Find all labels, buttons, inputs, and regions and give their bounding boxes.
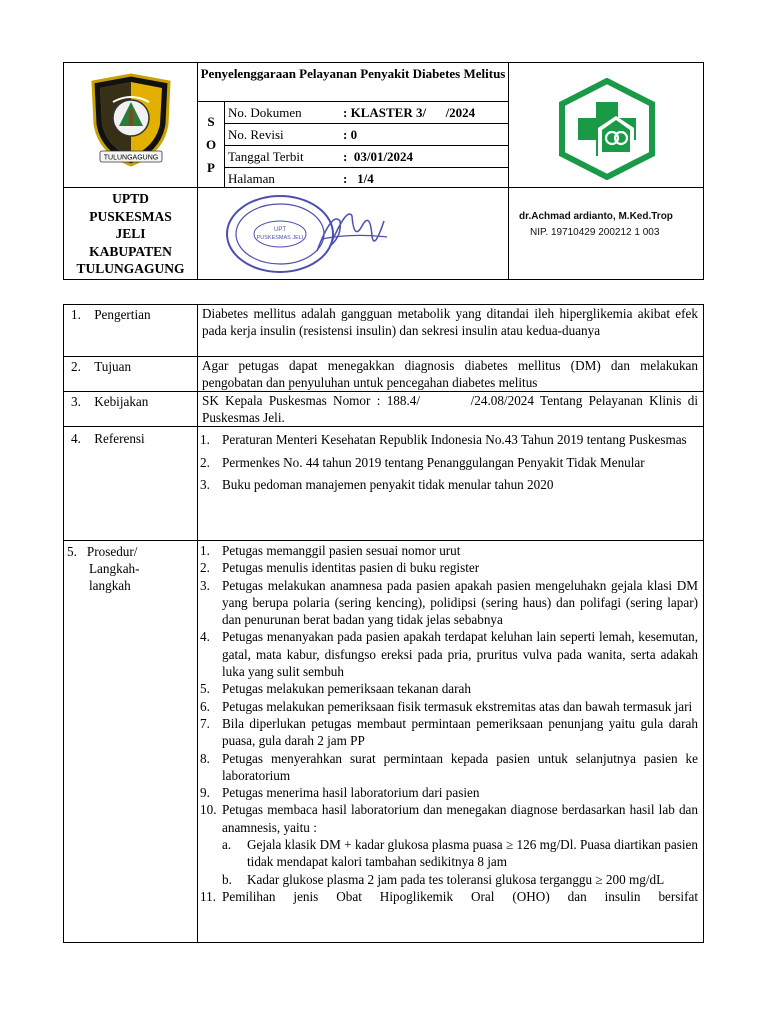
- svg-text:PUSKESMAS JELI: PUSKESMAS JELI: [256, 235, 304, 241]
- list-item: 8. Petugas menyerahkan surat permintaan kepada pasien untuk selanjutnya pasien ke laboratorium: [200, 750, 698, 783]
- official-stamp: [222, 191, 392, 277]
- institution-line-2: PUSKESMAS: [89, 208, 172, 224]
- field-no-dokumen-label: No. Dokumen: [228, 105, 302, 120]
- section-label-tujuan: [71, 358, 131, 375]
- signer-nip: NIP. 19710429 200212 1 003: [530, 227, 660, 238]
- document-title: Penyelenggaraan Pelayanan Penyakit Diabetes Melitus: [200, 66, 506, 81]
- puskesmas-logo: [556, 78, 658, 180]
- list-item: 3. Petugas melakukan anamnesa pada pasien apakah pasien mengeluhakn gejala klasi DM yang berupa polaria (sering kencing), polidipsi (sering haus) dan polifagi (sering lapar) dan penurunan berat badan yang tidak jelas sebabnya: [200, 577, 698, 628]
- sub-item-b: b. Kadar glukose plasma 2 jam pada tes toleransi glukosa terganggu ≥ 200 mg/dL: [222, 871, 665, 887]
- field-no-revisi-label: No. Revisi: [228, 127, 284, 142]
- list-item: 7. Bila diperlukan petugas membaut permintaan pemeriksaan penunjang yaitu gula darah puasa, gula darah 2 jam PP: [200, 715, 698, 749]
- list-item: 9. Petugas menerima hasil laboratorium dari pasien: [200, 785, 480, 801]
- institution-line-5: TULUNGAGUNG: [76, 261, 185, 276]
- sub-item-a: a. Gejala klasik DM + kadar glukosa plasma puasa ≥ 126 mg/Dl. Puasa diartikan pasien tidak mendapat kalori tambahan sedikitnya 8 jam: [222, 837, 698, 870]
- list-item: 5. Petugas melakukan pemeriksaan tekanan darah: [200, 681, 471, 697]
- section-title: Kebijakan: [94, 394, 149, 409]
- referensi-list: [200, 429, 698, 497]
- section-label-pengertian: [71, 306, 151, 323]
- field-tanggal-terbit-label: Tanggal Terbit: [228, 149, 304, 164]
- list-item: 11. Pemilihan jenis Obat Hipoglikemik Oral (OHO) dan insulin bersifat: [200, 888, 698, 904]
- section-title: Pengertian: [94, 307, 151, 322]
- list-item: 10. Petugas membaca hasil laboratorium dan menegakan diagnose berdasarkan hasil lab dan anamnesis, yaitu : a. Gejala klasik DM + kadar glukosa plasma puasa ≥ 126 mg/Dl. Puasa diartikan pasien tidak mendapat kalori tambahan sedikitnya 8 jam b. Kadar glukose plasma 2 jam pada tes toleransi glukosa terganggu ≥ 200 mg/dL: [200, 802, 698, 887]
- sop-letter-s: S: [207, 114, 215, 129]
- tujuan-text: Agar petugas dapat menegakkan diagnosis diabetes mellitus (DM) dan melakukan pengobatan dan penyuluhan untuk pencegahan diabetes melitus: [202, 358, 698, 391]
- list-item: 1. Petugas memanggil pasien sesuai nomor urut: [200, 543, 461, 558]
- field-halaman-value: : 1/4: [343, 171, 374, 186]
- field-no-dokumen-value: : KLASTER 3/ /2024: [343, 105, 476, 120]
- prosedur-list: [200, 542, 698, 905]
- kebijakan-text: SK Kepala Puskesmas Nomor : 188.4/ /24.08/2024 Tentang Pelayanan Klinis di Puskesmas Jeli.: [202, 393, 702, 426]
- section-number: 3.: [71, 394, 81, 409]
- svg-text:UPT: UPT: [274, 227, 286, 233]
- section-number: 2.: [71, 359, 81, 374]
- pengertian-text: Diabetes mellitus adalah gangguan metabolik yang ditandai ileh hiperglikemia akibat efek pada kerja insulin (resistensi insulin) dan sekresi insulin atau kedua-duanya: [202, 306, 698, 339]
- institution-name: [64, 190, 197, 278]
- list-item: 3. Buku pedoman manajemen penyakit tidak menular tahun 2020: [200, 477, 554, 492]
- regency-logo: [86, 72, 176, 168]
- list-item: 6. Petugas melakukan pemeriksaan fisik termasuk ekstremitas atas dan bawah termasuk jari: [200, 698, 693, 714]
- logo-banner-text: TULUNGAGUNG: [103, 154, 159, 162]
- list-item: 2. Permenkes No. 44 tahun 2019 tentang Penanggulangan Penyakit Tidak Menular: [200, 454, 645, 470]
- section-label-prosedur: [67, 543, 140, 594]
- section-number: 4.: [71, 431, 81, 446]
- section-title: Prosedur/: [86, 544, 138, 559]
- section-number: 5.: [67, 544, 77, 559]
- section-label-referensi: [71, 430, 145, 447]
- section-label-kebijakan: [71, 393, 148, 410]
- sop-letters: [199, 110, 223, 179]
- list-item: 1. Peraturan Menteri Kesehatan Republik Indonesia No.43 Tahun 2019 tentang Puskesmas: [200, 432, 687, 447]
- signer-name: dr.Achmad ardianto, M.Ked.Trop: [519, 211, 673, 222]
- section-title: Tujuan: [94, 359, 132, 374]
- institution-line-1: UPTD: [112, 191, 149, 206]
- section-title: Referensi: [94, 431, 145, 446]
- field-halaman-label: Halaman: [228, 171, 275, 186]
- institution-line-3: JELI: [115, 226, 146, 241]
- section-number: 1.: [71, 307, 81, 322]
- field-tanggal-terbit-value: : 03/01/2024: [343, 149, 414, 164]
- institution-line-4: KABUPATEN: [89, 243, 172, 259]
- sop-letter-p: P: [207, 160, 215, 175]
- list-item: 2. Petugas menulis identitas pasien di buku register: [200, 560, 480, 576]
- sop-letter-o: O: [205, 137, 217, 152]
- list-item: 4. Petugas menanyakan pada pasien apakah terdapat keluhan lain seperti lemah, kesemutan, gatal, mata kabur, disfungso ereksi pada pria, pruritus vulva pada wanita, serta adakah luka yang sulit sembuh: [200, 629, 698, 680]
- section-title-line-3: langkah: [89, 578, 131, 593]
- field-no-revisi-value: : 0: [343, 127, 358, 142]
- section-title-line-2: Langkah-: [89, 561, 140, 576]
